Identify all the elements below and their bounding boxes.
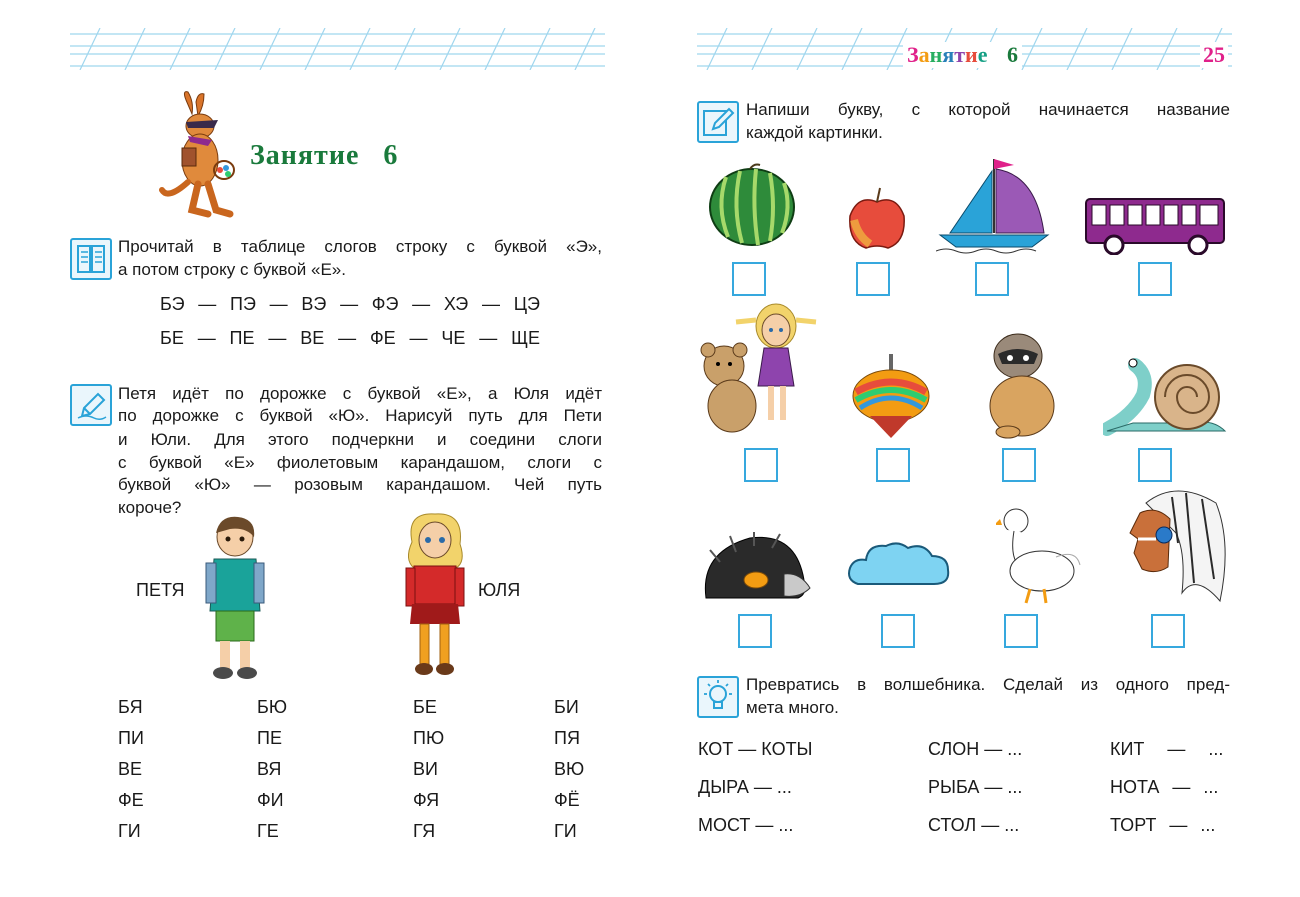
grid-cell: ГИ (118, 821, 141, 841)
syllable-row-e-oborotnoe (160, 294, 540, 315)
grid-cell: ФЁ (554, 790, 580, 810)
dash: — (198, 294, 217, 314)
dash: — (197, 328, 216, 348)
grid-cell: ФЯ (413, 790, 440, 810)
native-chief-picture (1116, 483, 1230, 607)
grid-row (118, 759, 598, 790)
dash: — (338, 328, 357, 348)
lightbulb-icon (697, 676, 739, 718)
snail-picture (1103, 345, 1229, 441)
grid-row (118, 728, 598, 759)
task4-line2: мета много. (746, 698, 839, 717)
task3-line2: каждой картинки. (746, 123, 883, 142)
girl-yulya-illustration (400, 512, 470, 682)
syllable: ФЕ (369, 328, 396, 348)
plural-col1-item: КОТ — КОТЫ (698, 739, 813, 759)
answer-box-apple[interactable] (856, 262, 890, 296)
dash: — (409, 328, 428, 348)
syllable: ЦЭ (513, 294, 540, 314)
dash: — (340, 294, 359, 314)
answer-box-snail[interactable] (1138, 448, 1172, 482)
book-icon (70, 238, 112, 280)
dash: — (412, 294, 431, 314)
dash: — (481, 294, 500, 314)
plural-col2-item: СТОЛ — ... (928, 815, 1020, 835)
syllable: БЕ (160, 328, 184, 348)
grid-cell: ПЕ (257, 728, 282, 748)
sailboat-picture (936, 155, 1054, 255)
header-letter: я (942, 42, 955, 67)
goose-picture (996, 505, 1082, 607)
grid-cell: ГЯ (413, 821, 436, 841)
header-letter: т (954, 42, 966, 67)
plural-col1-item: ДЫРА — ... (698, 777, 792, 797)
plural-col3-item: НОТА — ... (1110, 777, 1219, 797)
grid-cell: БИ (554, 697, 579, 717)
grid-cell: БЮ (257, 697, 287, 717)
boy-name-label: ПЕТЯ (136, 580, 185, 600)
pencil-icon (70, 384, 112, 426)
dash: — (479, 328, 498, 348)
answer-box-bus[interactable] (1138, 262, 1172, 296)
header-letter: е (977, 42, 988, 67)
syllable: ПЭ (230, 294, 256, 314)
plural-col3-item: ТОРТ — ... (1110, 815, 1216, 835)
task2-line6: короче? (118, 498, 182, 517)
grid-cell: ФИ (257, 790, 284, 810)
syllable: БЭ (160, 294, 185, 314)
header-lesson-word (907, 42, 987, 67)
grid-cell: ГИ (554, 821, 577, 841)
grid-cell: ГЕ (257, 821, 279, 841)
answer-box-chief[interactable] (1151, 614, 1185, 648)
answer-box-cloud[interactable] (881, 614, 915, 648)
cloud-picture (846, 540, 952, 588)
left-ruled-header (70, 28, 605, 70)
spinning-top-picture (850, 352, 932, 440)
hedgehog-picture (700, 532, 812, 602)
doll-and-bear-picture (698, 298, 822, 440)
task3-line1: Напиши букву, с которой начинается название (746, 100, 1230, 119)
boy-petya-illustration (200, 515, 270, 683)
answer-box-watermelon[interactable] (732, 262, 766, 296)
grid-cell: БЕ (413, 697, 437, 717)
grid-cell: ВИ (413, 759, 438, 779)
grid-cell: БЯ (118, 697, 143, 717)
task4-line1: Превратись в волшебника. Сделай из одного пред- (746, 675, 1230, 694)
syllable: ВЕ (300, 328, 325, 348)
grid-cell: ВЮ (554, 759, 585, 779)
task1-text-line2: а потом строку с буквой «Е». (118, 260, 346, 279)
plural-col1-item: МОСТ — ... (698, 815, 794, 835)
grid-cell: ПИ (118, 728, 144, 748)
pencil-box-icon (697, 101, 739, 143)
header-letter: З (907, 42, 919, 67)
syllable: ЩЕ (511, 328, 540, 348)
answer-box-hedgehog[interactable] (738, 614, 772, 648)
apple-picture (844, 186, 910, 252)
answer-box-raccoon[interactable] (1002, 448, 1036, 482)
lesson-title: Занятие 6 (250, 140, 399, 171)
header-lesson-title (903, 42, 1022, 68)
grid-cell: ПЯ (554, 728, 580, 748)
answer-box-sailboat[interactable] (975, 262, 1009, 296)
task2-line1: Петя идёт по дорожке с буквой «Е», а Юля идёт (118, 384, 602, 403)
girl-name-label: ЮЛЯ (478, 580, 521, 600)
dash: — (269, 294, 288, 314)
plural-col2-item: РЫБА — ... (928, 777, 1023, 797)
grid-row (118, 697, 598, 728)
plural-col2-item: СЛОН — ... (928, 739, 1023, 759)
task2-line4: с буквой «Е» фиолетовым карандашом, слоги с (118, 453, 602, 472)
task2-line2: по дорожке с буквой «Ю». Нарисуй путь для Пети (118, 406, 602, 425)
syllable: ХЭ (443, 294, 469, 314)
grid-cell: ВЕ (118, 759, 143, 779)
task1-text-line1: Прочитай в таблице слогов строку с буквой «Э», (118, 237, 602, 256)
header-letter: н (929, 42, 943, 67)
syllable: ФЭ (371, 294, 399, 314)
task2-line5: буквой «Ю» — розовым карандашом. Чей путь (118, 475, 602, 494)
grid-cell: ФЕ (118, 790, 144, 810)
syllable-row-e (160, 328, 540, 349)
syllable-grid (118, 697, 598, 852)
raccoon-picture (978, 328, 1062, 440)
syllable: ЧЕ (441, 328, 466, 348)
grid-row (118, 790, 598, 821)
kangaroo-illustration (158, 90, 243, 222)
grid-row (118, 821, 598, 852)
watermelon-picture (706, 163, 798, 247)
plural-col3-item: КИТ — ... (1110, 739, 1224, 759)
answer-box-goose[interactable] (1004, 614, 1038, 648)
syllable: ВЭ (301, 294, 327, 314)
header-letter: а (918, 42, 930, 67)
dash: — (268, 328, 287, 348)
bus-picture (1084, 195, 1226, 255)
syllable: ПЕ (229, 328, 255, 348)
answer-box-spinning-top[interactable] (876, 448, 910, 482)
header-letter: и (965, 42, 978, 67)
page-number: 25 (1200, 42, 1228, 68)
answer-box-doll[interactable] (744, 448, 778, 482)
task2-line3: и Юли. Для этого подчеркни и соедини слоги (118, 430, 602, 449)
grid-cell: ВЯ (257, 759, 282, 779)
grid-cell: ПЮ (413, 728, 445, 748)
header-lesson-number: 6 (1006, 42, 1018, 67)
